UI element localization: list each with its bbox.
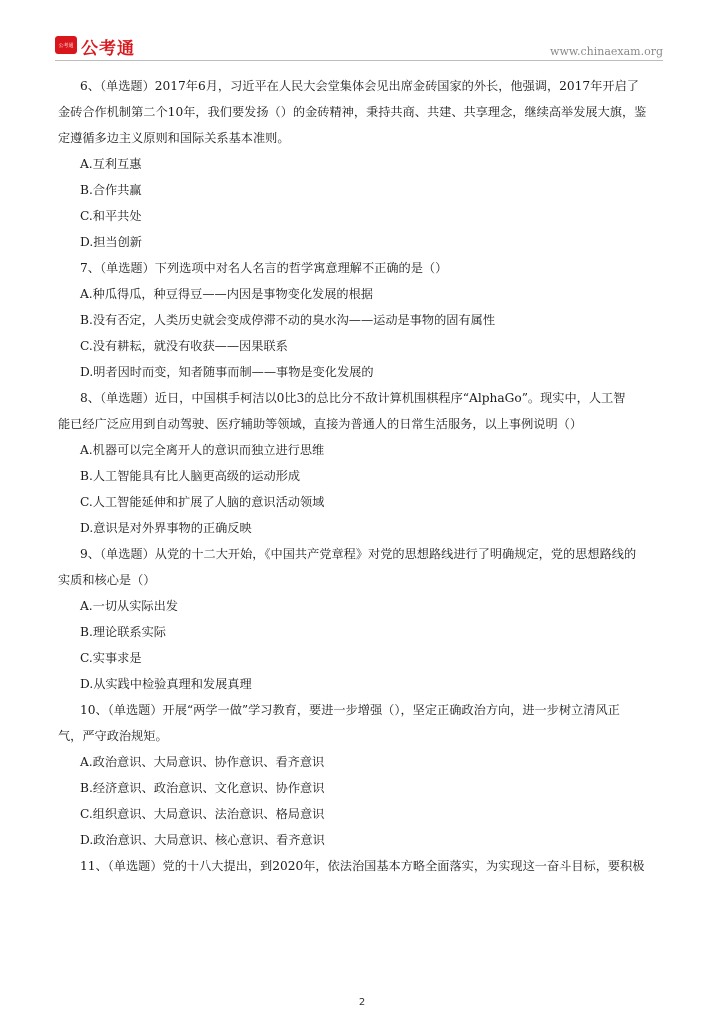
answer-option: C.人工智能延伸和扩展了人脑的意识活动领域 (80, 495, 325, 509)
answer-option: D.担当创新 (80, 235, 142, 249)
answer-option: C.实事求是 (80, 651, 142, 665)
document-body (58, 73, 670, 879)
answer-option: D.意识是对外界事物的正确反映 (80, 521, 252, 535)
question-stem: 7、（单选题）下列选项中对名人名言的哲学寓意理解不正确的是（） (80, 261, 448, 275)
question-stem: 8、（单选题）近日，中国棋手柯洁以0比3的总比分不敌计算机围棋程序“AlphaGo”。现实中，人工智 (80, 391, 626, 405)
answer-option: B.合作共赢 (80, 183, 142, 197)
answer-option: A.种瓜得瓜，种豆得豆——内因是事物变化发展的根据 (80, 287, 373, 301)
answer-option: D.从实践中检验真理和发展真理 (80, 677, 252, 691)
answer-option: B.经济意识、政治意识、文化意识、协作意识 (80, 781, 325, 795)
question-block (58, 541, 670, 697)
question-stem: 6、（单选题）2017年6月，习近平在人民大会堂集体会见出席金砖国家的外长，他强调，2017年开启了 (80, 79, 639, 93)
answer-option: C.组织意识、大局意识、法治意识、格局意识 (80, 807, 325, 821)
question-block (58, 73, 670, 255)
question-block (58, 697, 670, 853)
question-stem-continuation: 实质和核心是（） (58, 573, 156, 587)
answer-option: D.政治意识、大局意识、核心意识、看齐意识 (80, 833, 325, 847)
question-stem-continuation: 金砖合作机制第二个10年，我们要发扬（）的金砖精神，秉持共商、共建、共享理念，继续高举发展大旗，鉴 (58, 105, 647, 119)
question-block (58, 385, 670, 541)
question-stem: 9、（单选题）从党的十二大开始，《中国共产党章程》对党的思想路线进行了明确规定，党的思想路线的 (80, 547, 637, 561)
answer-option: A.一切从实际出发 (80, 599, 178, 613)
answer-option: A.政治意识、大局意识、协作意识、看齐意识 (80, 755, 325, 769)
logo-badge-icon (55, 36, 77, 54)
page-header (55, 34, 663, 60)
question-stem-continuation: 能已经广泛应用到自动驾驶、医疗辅助等领域，直接为普通人的日常生活服务，以上事例说明（） (58, 417, 583, 431)
logo-badge-text: 公考通 (58, 42, 74, 49)
question-block (58, 853, 670, 879)
answer-option: D.明者因时而变，知者随事而制——事物是变化发展的 (80, 365, 374, 379)
brand-logo: 公考通 (81, 39, 135, 59)
page-number: 2 (358, 997, 366, 1008)
answer-option: A.互利互惠 (80, 157, 142, 171)
question-stem-continuation: 气，严守政治规矩。 (58, 729, 168, 743)
answer-option: C.和平共处 (80, 209, 142, 223)
answer-option: B.没有否定，人类历史就会变成停滞不动的臭水沟——运动是事物的固有属性 (80, 313, 496, 327)
answer-option: B.理论联系实际 (80, 625, 166, 639)
site-url: www.chinaexam.org (550, 45, 663, 58)
question-stem: 11、（单选题）党的十八大提出，到2020年，依法治国基本方略全面落实，为实现这一奋斗目标，要积极 (80, 859, 645, 873)
question-block (58, 255, 670, 385)
question-stem: 10、（单选题）开展“两学一做”学习教育，要进一步增强（），坚定正确政治方向，进一步树立清风正 (80, 703, 620, 717)
answer-option: A.机器可以完全离开人的意识而独立进行思维 (80, 443, 325, 457)
header-divider (55, 60, 663, 61)
question-stem-continuation: 定遵循多边主义原则和国际关系基本准则。 (58, 131, 290, 145)
answer-option: B.人工智能具有比人脑更高级的运动形成 (80, 469, 301, 483)
answer-option: C.没有耕耘，就没有收获——因果联系 (80, 339, 288, 353)
